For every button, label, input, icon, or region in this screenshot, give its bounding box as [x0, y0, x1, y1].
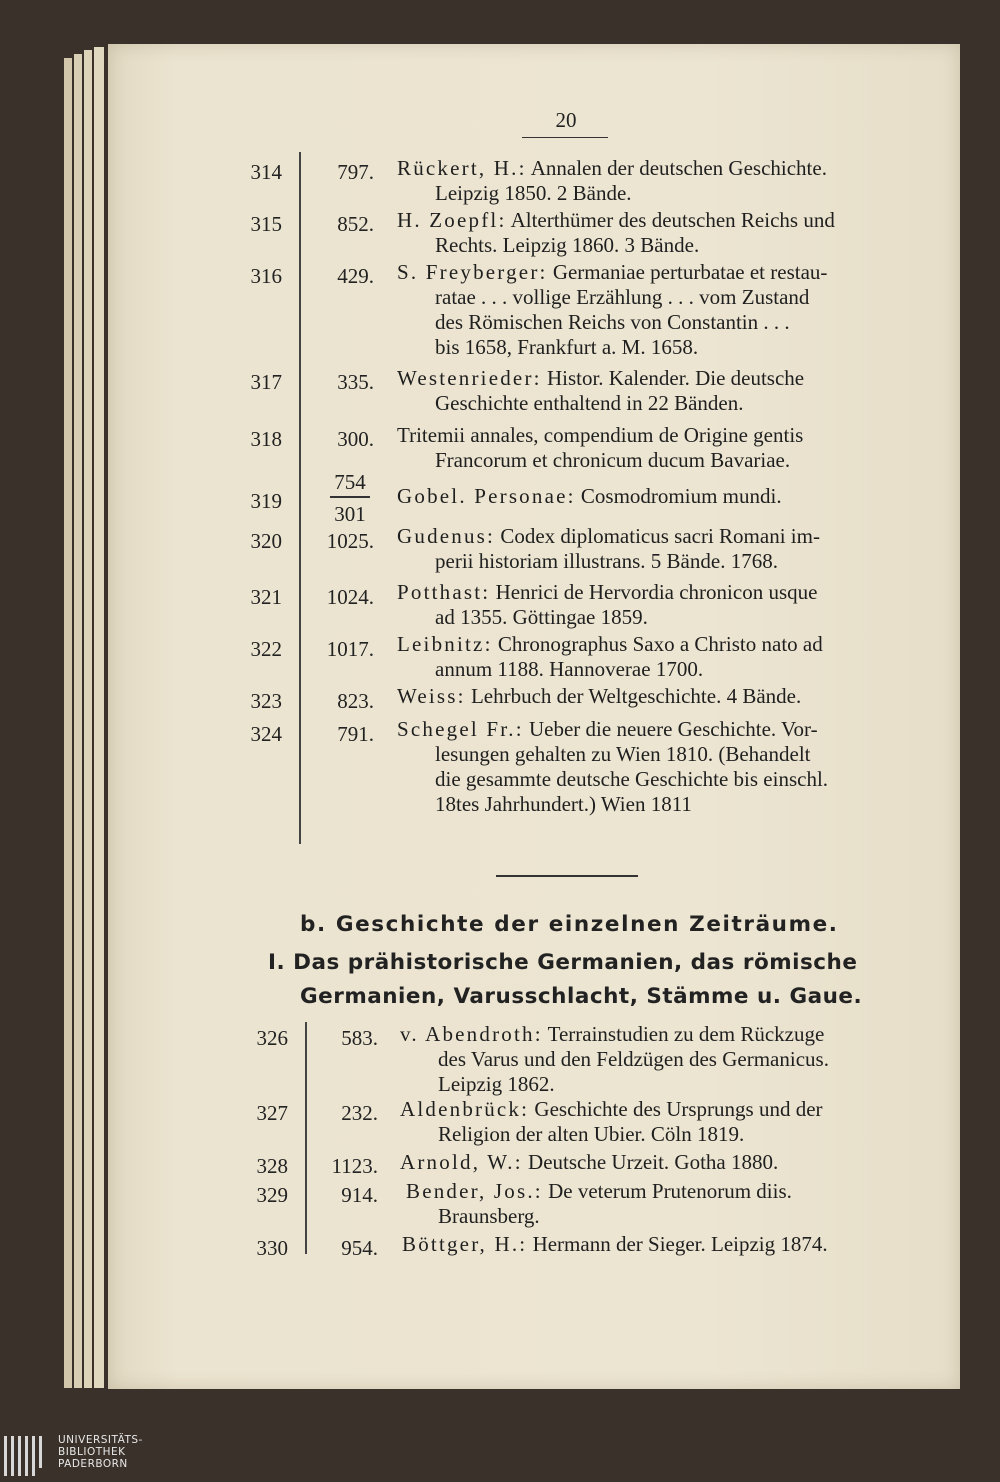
entry-text: S. Freyberger: Germaniae perturbatae et restau- ratae . . . vollige Erzählung . . . vom Zustand des Römischen Reichs von Constantin . . . bis 1658, Frankfurt a. M. 1658. — [397, 260, 828, 359]
library-logo-text: UNIVERSITÄTS- BIBLIOTHEK PADERBORN — [58, 1434, 143, 1470]
entry-text: Leibnitz: Chronographus Saxo a Christo nato ad annum 1188. Hannoverae 1700. — [397, 632, 823, 681]
entry-number: 328 — [256, 1154, 288, 1178]
column-divider-top — [299, 152, 301, 844]
shelf-mark: 914. — [341, 1183, 378, 1207]
author-name: Weiss: — [397, 684, 466, 708]
entry-text: Aldenbrück: Geschichte des Ursprungs und der Religion der alten Ubier. Cöln 1819. — [400, 1097, 823, 1146]
author-name: Leibnitz: — [397, 632, 493, 656]
author-name: v. Abendroth: — [400, 1022, 543, 1046]
shelf-mark-denominator: 301 — [334, 501, 366, 526]
author-name: Potthast: — [397, 580, 491, 604]
shelf-mark: 954. — [341, 1236, 378, 1260]
entry-number: 330 — [256, 1236, 288, 1260]
section-divider — [496, 875, 638, 877]
entry-text: Tritemii annales, compendium de Origine gentis Francorum et chronicum ducum Bavariae. — [397, 423, 804, 472]
entry-number: 322 — [250, 637, 282, 661]
author-name: Rückert, H.: — [397, 156, 527, 180]
author-name: Westenrieder: — [397, 366, 542, 390]
entry-number: 316 — [250, 264, 282, 288]
shelf-mark-numerator: 754 — [334, 470, 366, 494]
entry-number: 320 — [250, 529, 282, 553]
footer-bar — [0, 1432, 1000, 1482]
entry-text: Arnold, W.: Deutsche Urzeit. Gotha 1880. — [400, 1150, 779, 1174]
shelf-mark: 852. — [337, 212, 374, 236]
author-name: Aldenbrück: — [400, 1097, 530, 1121]
entry-number: 317 — [250, 370, 282, 394]
shelf-mark: 1024. — [326, 585, 374, 609]
entry-text: H. Zoepfl: Alterthümer des deutschen Reichs und Rechts. Leipzig 1860. 3 Bände. — [397, 208, 835, 257]
page-number-rule — [522, 137, 608, 138]
entry-number: 315 — [250, 212, 282, 236]
shelf-mark: 335. — [337, 370, 374, 394]
entry-text: Gobel. Personae: Cosmodromium mundi. — [397, 484, 782, 508]
entry-number: 318 — [250, 427, 282, 451]
shelf-mark: 232. — [341, 1101, 378, 1125]
shelf-mark: 1017. — [326, 637, 374, 661]
shelf-mark: 1025. — [326, 529, 374, 553]
entry-number: 321 — [250, 585, 282, 609]
entry-text: Bender, Jos.: De veterum Prutenorum diis. Braunsberg. — [406, 1179, 792, 1228]
entry-text: Potthast: Henrici de Hervordia chronicon usque ad 1355. Göttingae 1859. — [397, 580, 818, 629]
entry-text: v. Abendroth: Terrainstudien zu dem Rückzuge des Varus und den Feldzügen des Germanicus. Leipzig 1862. — [400, 1022, 829, 1096]
shelf-mark: 429. — [337, 264, 374, 288]
subsection-heading-line2: Germanien, Varusschlacht, Stämme u. Gaue. — [300, 984, 863, 1009]
entry-number: 319 — [250, 489, 282, 513]
entry-number: 329 — [256, 1183, 288, 1207]
entry-text: Böttger, H.: Hermann der Sieger. Leipzig 1874. — [402, 1232, 828, 1256]
entry-text: Westenrieder: Histor. Kalender. Die deutsche Geschichte enthaltend in 22 Bänden. — [397, 366, 805, 415]
subsection-heading-line1: I. Das prähistorische Germanien, das römische — [268, 950, 858, 975]
author-name: H. Zoepfl: — [397, 208, 507, 232]
shelf-mark: 300. — [337, 427, 374, 451]
shelf-mark: 791. — [337, 722, 374, 746]
section-heading: b. Geschichte der einzelnen Zeiträume. — [300, 912, 839, 937]
author-name: Schegel Fr.: — [397, 717, 524, 741]
author-name: Gobel. Personae: — [397, 484, 576, 508]
entry-number: 324 — [250, 722, 282, 746]
shelf-mark-fraction — [330, 472, 370, 524]
author-name: Arnold, W.: — [400, 1150, 523, 1174]
column-divider-bottom — [305, 1022, 307, 1254]
entry-text: Gudenus: Codex diplomaticus sacri Romani im- perii historiam illustrans. 5 Bände. 1768. — [397, 524, 820, 573]
page-number: 20 — [555, 108, 577, 132]
shelf-mark: 797. — [337, 160, 374, 184]
author-name: Gudenus: — [397, 524, 496, 548]
author-name: Bender, Jos.: — [406, 1179, 543, 1203]
entry-number: 314 — [250, 160, 282, 184]
author-name: S. Freyberger: — [397, 260, 548, 284]
entry-text: Weiss: Lehrbuch der Weltgeschichte. 4 Bände. — [397, 684, 802, 708]
shelf-mark: 1123. — [331, 1154, 378, 1178]
entry-number: 327 — [256, 1101, 288, 1125]
author-name: Böttger, H.: — [402, 1232, 528, 1256]
shelf-mark: 583. — [341, 1026, 378, 1050]
entry-text: Rückert, H.: Annalen der deutschen Geschichte. Leipzig 1850. 2 Bände. — [397, 156, 827, 205]
entry-text: Schegel Fr.: Ueber die neuere Geschichte. Vor- lesungen gehalten zu Wien 1810. (Behandelt die gesammte deutsche Geschichte bis einschl. 18tes Jahrhundert.) Wien 1811 — [397, 717, 829, 816]
entry-number: 323 — [250, 689, 282, 713]
shelf-mark: 823. — [337, 689, 374, 713]
entry-number: 326 — [256, 1026, 288, 1050]
